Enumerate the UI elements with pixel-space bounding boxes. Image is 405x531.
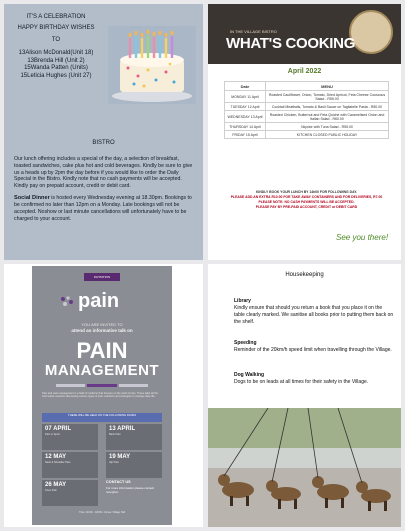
menu-table (224, 81, 389, 139)
poster-footer: Time: 11h00 - 12h00 • Venue: Village Hall (79, 511, 125, 514)
session-topic: Pain in Sport (45, 433, 60, 436)
divider-bars (56, 384, 148, 387)
pain-logo-text: pain (78, 290, 120, 312)
speeding-section (234, 340, 394, 354)
session-date: 07 APRIL (45, 426, 72, 432)
table-row (225, 111, 389, 123)
pain-headline: PAIN (76, 338, 128, 363)
library-text: Kindly ensure that should you return a book that you place it on the table clearly marked. We sanitise all books prior to putting them back on the shelf. (234, 304, 394, 325)
session-date: 26 MAY (45, 482, 67, 488)
social-dinner-label: Social Dinner (14, 194, 50, 201)
bistro-lunch-text: Our lunch offering includes a special of the day, a selection of breakfast, toasted sandwiches, cake plus hot and cold beverages. Kindly be sure to give us a heads up by 2pm the day before if you would like to order the Daily Special in the Bistro. Kindly note that no cash payments will be accepted. Kindly pay on prepaid account, credit or debit card. (14, 156, 193, 189)
poster-description: Pain and pain management is a field of medicine that focuses on the relief of pain. These talks will be informative sessions discussing various types of pain, solutions and strategies to manage daily life. (42, 392, 159, 399)
pain-management-poster (32, 266, 172, 525)
menu-month: April 2022 (287, 68, 322, 75)
birthday-heading: HAPPY BIRTHDAY WISHES (17, 25, 95, 32)
invitation-badge: INVITATION (84, 273, 120, 281)
social-dinner-text: is hosted every Wednesday evening at 18.30pm. Bookings to be confirmed no later than 12pm on a Monday. Late bookings will not be accepted. Noshow or last minute cancellations will unfortunately have to be charged to your account. (14, 194, 192, 222)
menu-item: Roasted Cauliflower, Onion, Tomato, Dried Apricot, Feta Cheese Couscous Salad - R55.00 (266, 91, 389, 103)
menu-item: Cocktail Meatballs, Tomato & Basil Sauce on Tagliatelle Pasta - R80.00 (266, 103, 389, 111)
bistro-body (14, 156, 196, 227)
see-you-there-signoff: See you there! (336, 233, 389, 242)
menu-notes (224, 190, 389, 210)
session-topic: Neck & Shoulder Pain (45, 461, 71, 464)
payment-note: PLEASE PAY BY PRE-PAID ACCOUNT, CREDIT or DEBIT CARD (255, 205, 358, 210)
session-topic: Hip Pain (109, 461, 119, 464)
dog-walking-text: Dogs to be on leads at all times for their safety in the Village. (234, 378, 369, 385)
housekeeping-panel (208, 264, 401, 527)
bistro-title: BISTRO (92, 140, 115, 146)
takeaway-note: PLEASE ADD AN EXTRA R10.00 FOR TAKE AWAY CONTAINERS AND FOR DELIVERIES, R7.00 (230, 195, 383, 200)
birthday-names (8, 50, 104, 80)
session-topic: Back Pain (109, 433, 121, 436)
menu-item: Niçoise with Tuna Salad - R55.00 (266, 123, 389, 131)
table-row (225, 103, 389, 111)
menu-item: KITCHEN CLOSED PUBLIC HOLIDAY (266, 131, 389, 139)
invited-text: YOU ARE INVITED TO (81, 322, 123, 327)
dog-walking-heading: Dog Walking (234, 372, 265, 378)
session-card (106, 424, 162, 450)
birthday-bistro-panel (4, 4, 203, 260)
menu-header-menu: MENU (266, 82, 389, 91)
library-heading: Library (234, 298, 251, 304)
pain-logo-icon (60, 296, 74, 308)
birthday-cake-image (108, 26, 196, 104)
contact-block (106, 480, 162, 494)
table-row (225, 131, 389, 139)
contact-heading: CONTACT US (106, 480, 131, 484)
menu-date: TUESDAY 12 April (225, 103, 266, 111)
menu-date: WEDNESDAY 13 April (225, 111, 266, 123)
pain-management-panel (4, 264, 203, 527)
birthday-name: 15Wanda Patten (Units) (24, 65, 88, 72)
dog-walking-section (234, 372, 394, 386)
table-row (225, 123, 389, 131)
menu-header-row (225, 82, 389, 91)
birthday-to: TO (51, 36, 61, 43)
contact-text: For more information please contact reception (106, 486, 155, 494)
whats-cooking-panel (208, 4, 401, 260)
session-date: 13 APRIL (109, 426, 136, 432)
menu-header-date: Date (225, 82, 266, 91)
management-headline: MANAGEMENT (44, 362, 160, 379)
table-row (225, 91, 389, 103)
cooking-kicker: IN THE VILLAGE BISTRO (230, 29, 277, 34)
booking-note: KINDLY BOOK YOUR LUNCH BY 14h00 FOR FOLLOWING DAY. (255, 190, 358, 194)
cooking-title: WHAT'S COOKING (226, 35, 356, 52)
birthday-name: 15Leticia Hughes (Unit 27) (20, 72, 92, 79)
session-card (106, 452, 162, 478)
celebration-heading: IT'S A CELEBRATION (26, 14, 86, 20)
housekeeping-title: Housekeeping (285, 272, 324, 278)
menu-date: THURSDAY 14 April (225, 123, 266, 131)
session-card (42, 424, 98, 450)
bistro-dinner-text (14, 195, 196, 223)
speeding-heading: Speeding (234, 340, 257, 346)
library-section (234, 298, 394, 326)
session-topic: Knee Pain (45, 489, 57, 492)
birthday-name: 13Brenda Hill (Unit 2) (27, 57, 85, 64)
birthday-name: 13Alison McDonald(Unit 18) (18, 50, 94, 57)
birthday-wishes (8, 12, 104, 80)
speeding-text: Reminder of the 20km/h speed limit when travelling through the Village. (234, 346, 392, 353)
talk-text: attend an informative talk on (71, 328, 133, 333)
menu-item: Roasted Chicken, Butternut and Feta Quiche with Caramelised Onion and Italian Salad - R60.00 (266, 111, 389, 123)
menu-date: MONDAY 11 April (225, 91, 266, 103)
session-date: 19 MAY (109, 454, 131, 460)
session-date: 12 MAY (45, 454, 67, 460)
session-card (42, 480, 98, 506)
food-bowl-image (349, 10, 393, 54)
session-card (42, 452, 98, 478)
dogs-on-leads-image (208, 408, 401, 527)
cooking-header (208, 4, 401, 64)
sessions-banner: THESE WILL BE HELD ON THE FOLLOWING DATES (42, 413, 162, 422)
cash-note: PLEASE NOTE: NO CASH PAYMENTS WILL BE ACCEPTED. (258, 200, 355, 205)
menu-date: FRIDAY 15 April (225, 131, 266, 139)
